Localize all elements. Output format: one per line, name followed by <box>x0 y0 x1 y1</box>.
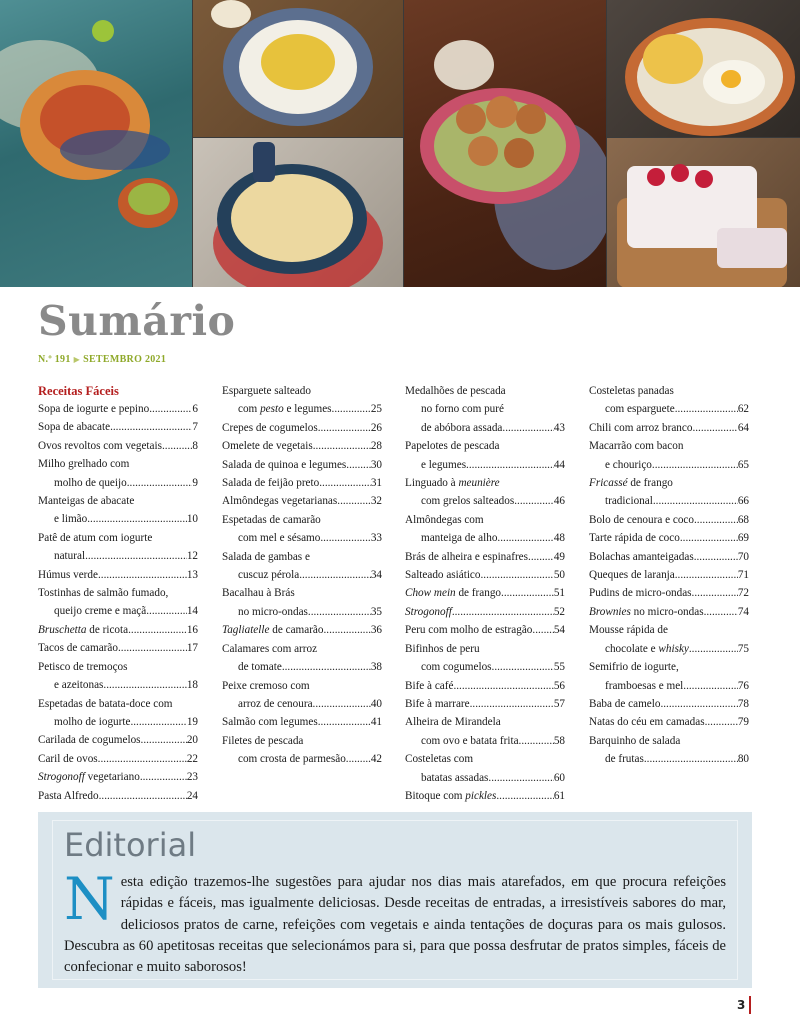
toc-entry <box>405 437 565 474</box>
dot-leader <box>141 731 187 749</box>
pasta-alfredo-photo <box>193 138 403 287</box>
toc-page-number: 55 <box>553 661 565 674</box>
toc-page-number: 43 <box>553 421 565 434</box>
toc-entry <box>38 529 198 566</box>
toc-entry <box>405 750 565 787</box>
ovos-revoltos-photo <box>193 0 403 137</box>
toc-entry-text: Salmão com legumes <box>222 716 318 729</box>
dot-leader <box>492 658 554 676</box>
toc-entry-text: natural <box>54 550 86 563</box>
toc-entry <box>222 474 382 492</box>
toc-entry-text: Linguado à meunière <box>405 477 500 490</box>
toc-entry-text: com ovo e batata frita <box>421 734 519 747</box>
issue-line <box>38 354 166 365</box>
toc-page-number: 20 <box>186 734 198 747</box>
toc-entry-text: Salada de feijão preto <box>222 477 320 490</box>
dot-leader <box>127 474 193 492</box>
toc-entry <box>222 713 382 731</box>
toc-entry <box>405 584 565 602</box>
dot-leader <box>146 602 187 620</box>
toc-entry-text: Omelete de vegetais <box>222 440 313 453</box>
toc-page-number: 33 <box>370 532 382 545</box>
toc-column-4 <box>589 382 749 769</box>
dot-leader <box>337 492 371 510</box>
toc-entry <box>589 566 749 584</box>
tacos-de-camarao-photo <box>0 0 192 287</box>
toc-entry <box>405 787 565 805</box>
dot-leader <box>87 510 187 528</box>
toc-entry-text: Bife à café <box>405 679 454 692</box>
dot-leader <box>320 529 370 547</box>
toc-page-number: 40 <box>370 697 382 710</box>
toc-entry <box>222 732 382 769</box>
dot-leader <box>318 713 371 731</box>
toc-page-number: 42 <box>370 753 382 766</box>
triangle-icon: ▶ <box>73 355 81 364</box>
dot-leader <box>514 492 554 510</box>
toc-page-number: 8 <box>192 439 198 452</box>
toc-entry-text: de abóbora assada <box>421 421 503 434</box>
dot-leader <box>282 658 371 676</box>
dot-leader <box>110 418 192 436</box>
toc-entry <box>589 658 749 695</box>
toc-entry-text: Fricassé de frango <box>589 477 673 490</box>
toc-entry-text: Carilada de cogumelos <box>38 734 141 747</box>
dot-leader <box>318 419 371 437</box>
dot-leader <box>683 677 738 695</box>
toc-entry <box>38 437 198 455</box>
toc-entry <box>405 566 565 584</box>
toc-entry <box>405 548 565 566</box>
toc-page-number: 26 <box>370 421 382 434</box>
toc-entry-text: Strogonoff vegetariano <box>38 771 140 784</box>
toc-entry <box>589 382 749 419</box>
toc-entry <box>589 603 749 621</box>
toc-entry-text: Milho grelhado com <box>38 458 130 471</box>
toc-page-number: 31 <box>370 477 382 490</box>
toc-entry <box>222 621 382 639</box>
toc-entry-text: framboesas e mel <box>605 679 684 692</box>
toc-page-number: 52 <box>553 605 565 618</box>
toc-entry-text: Bifinhos de peru <box>405 642 480 655</box>
bife-a-cafe-photo <box>607 0 800 137</box>
toc-entry-text: Salada de quinoa e legumes <box>222 458 347 471</box>
toc-entry-text: Semifrio de iogurte, <box>589 661 679 674</box>
toc-entry-text: Petisco de tremoços <box>38 660 128 673</box>
dot-leader <box>346 750 371 768</box>
toc-entry-text: Bacalhau à Brás <box>222 587 295 600</box>
toc-entry-text: de frutas <box>605 753 644 766</box>
dot-leader <box>532 621 553 639</box>
toc-page-number: 62 <box>737 403 749 416</box>
dot-leader <box>675 400 738 418</box>
toc-entry <box>405 621 565 639</box>
dot-leader <box>118 639 187 657</box>
toc-entry-text: no micro-ondas <box>238 605 308 618</box>
toc-page-number: 35 <box>370 605 382 618</box>
toc-entry-text: Bife à marrare <box>405 697 470 710</box>
toc-entry <box>38 455 198 492</box>
toc-entry <box>405 695 565 713</box>
toc-entry <box>38 695 198 732</box>
dot-leader <box>128 621 187 639</box>
page-number: 3 <box>737 998 746 1012</box>
toc-page-number: 65 <box>737 458 749 471</box>
toc-entry-text: Baba de camelo <box>589 697 661 710</box>
toc-entry <box>589 713 749 731</box>
editorial-body: esta edição trazemos-lhe sugestões para ajudar nos dias mais atarefados, em que procura refeições rápidas e fáceis, mas igualmente deliciosas. Desde receitas de entradas, a irresistíveis sabores do mar, deliciosos pratos de carne, refeições com vegetais e ainda tentações de doçuras para os mais gulosos. Descubra as 60 apetitosas receitas que selecionámos para si, para que possa desfrutar de pratos simples, fáceis de confecionar e muito saborosos! <box>64 874 726 976</box>
toc-page-number: 7 <box>192 421 198 434</box>
dot-leader <box>675 566 738 584</box>
dot-leader <box>299 566 371 584</box>
toc-entry-text: Manteigas de abacate <box>38 495 135 508</box>
toc-entry <box>38 658 198 695</box>
toc-entry <box>405 511 565 548</box>
dot-leader <box>496 787 553 805</box>
toc-page-number: 30 <box>370 458 382 471</box>
dot-leader <box>319 474 371 492</box>
dot-leader <box>162 437 192 455</box>
toc-page-number: 76 <box>737 679 749 692</box>
toc-page-number: 23 <box>186 771 198 784</box>
dot-leader <box>692 584 738 602</box>
toc-entry-text: Almôndegas com <box>405 513 484 526</box>
toc-entry-text: Patê de atum com iogurte <box>38 531 153 544</box>
dot-leader <box>324 621 371 639</box>
toc-column-2 <box>222 382 382 769</box>
toc-page-number: 17 <box>186 642 198 655</box>
toc-page-number: 61 <box>553 789 565 802</box>
toc-entry-text: Almôndegas vegetarianas <box>222 495 338 508</box>
toc-entry-text: Barquinho de salada <box>589 734 681 747</box>
page-title: Sumário <box>38 297 236 345</box>
toc-entry <box>222 584 382 621</box>
toc-entry <box>589 419 749 437</box>
dot-leader <box>519 732 554 750</box>
toc-entry-text: com cogumelos <box>421 661 492 674</box>
toc-entry-text: Peru com molho de estragão <box>405 624 533 637</box>
toc-entry-text: Brownies no micro-ondas <box>589 605 704 618</box>
toc-entry-text: Bitoque com pickles <box>405 789 497 802</box>
toc-entry <box>589 584 749 602</box>
toc-entry <box>222 511 382 548</box>
toc-entry-text: Strogonoff <box>405 605 452 618</box>
toc-entry-text: Costeletas panadas <box>589 385 674 397</box>
toc-entry-text: Alheira de Mirandela <box>405 716 501 729</box>
dot-leader <box>85 547 187 565</box>
toc-entry-text: com pesto e legumes <box>238 403 332 416</box>
toc-entry <box>589 621 749 658</box>
toc-entry-text: Papelotes de pescada <box>405 440 500 453</box>
toc-entry-text: Esparguete salteado <box>222 385 311 397</box>
toc-entry-text: com mel e sésamo <box>238 532 321 545</box>
toc-page-number: 28 <box>370 440 382 453</box>
toc-entry <box>222 419 382 437</box>
toc-page-number: 32 <box>370 495 382 508</box>
toc-entry-text: molho de iogurte <box>54 715 131 728</box>
toc-entry-text: Sopa de iogurte e pepino <box>38 403 150 415</box>
toc-page-number: 49 <box>553 550 565 563</box>
toc-page-number: 24 <box>186 789 198 802</box>
issue-date: SETEMBRO 2021 <box>83 354 167 365</box>
toc-page-number: 79 <box>737 716 749 729</box>
dot-leader <box>313 437 371 455</box>
dot-leader <box>466 456 554 474</box>
toc-entry <box>405 640 565 677</box>
toc-page-number: 38 <box>370 661 382 674</box>
toc-page-number: 69 <box>737 532 749 545</box>
toc-page-number: 57 <box>553 697 565 710</box>
toc-entry-text: Medalhões de pescada <box>405 385 506 397</box>
toc-entry-text: Caril de ovos <box>38 752 98 765</box>
dot-leader <box>644 750 738 768</box>
toc-entry-text: e legumes <box>421 458 467 471</box>
toc-entry <box>589 474 749 511</box>
editorial-title: Editorial <box>64 826 197 864</box>
dot-leader <box>694 548 738 566</box>
toc-column-1 <box>38 382 198 805</box>
dot-leader <box>652 456 738 474</box>
photo-collage <box>0 0 800 287</box>
toc-entry-text: batatas assadas <box>421 771 489 784</box>
dot-leader <box>694 511 738 529</box>
toc-entry-text: Tostinhas de salmão fumado, <box>38 587 169 600</box>
dot-leader <box>99 787 187 805</box>
dot-leader <box>346 456 371 474</box>
toc-entry <box>38 750 198 768</box>
toc-entry <box>589 511 749 529</box>
toc-entry-text: Mousse rápida de <box>589 624 668 637</box>
toc-page-number: 14 <box>186 605 198 618</box>
toc-entry-text: Bolo de cenoura e coco <box>589 513 694 526</box>
toc-entry <box>222 492 382 510</box>
toc-entry-text: molho de queijo <box>54 476 127 489</box>
toc-entry-text: arroz de cenoura <box>238 697 313 710</box>
section-heading: Receitas Fáceis <box>38 384 119 398</box>
toc-entry <box>405 677 565 695</box>
issue-number: N.º 191 <box>38 354 71 365</box>
toc-entry-text: Peixe cremoso com <box>222 679 310 692</box>
toc-entry-text: com grelos salteados <box>421 495 515 508</box>
toc-entry-text: Macarrão com bacon <box>589 440 684 453</box>
toc-entry <box>589 695 749 713</box>
toc-entry <box>38 639 198 657</box>
toc-entry <box>222 677 382 714</box>
toc-page-number: 51 <box>553 587 565 600</box>
toc-entry <box>38 621 198 639</box>
toc-page-number: 10 <box>186 513 198 526</box>
toc-entry-text: tradicional <box>605 495 653 508</box>
toc-page-number: 66 <box>737 495 749 508</box>
toc-entry <box>38 584 198 621</box>
toc-entry-text: com esparguete <box>605 403 675 416</box>
dot-leader <box>470 695 554 713</box>
dot-leader <box>680 529 738 547</box>
toc-entry-text: Tagliatelle de camarão <box>222 624 324 637</box>
dot-leader <box>660 695 737 713</box>
dot-leader <box>488 769 553 787</box>
toc-entry-text: Salada de gambas e <box>222 550 310 563</box>
toc-entry-text: e limão <box>54 513 88 526</box>
toc-page-number: 34 <box>370 569 382 582</box>
toc-page-number: 41 <box>370 716 382 729</box>
toc-entry-text: Bruschetta de ricota <box>38 623 129 636</box>
toc-entry <box>222 437 382 455</box>
toc-entry-text: Pudins de micro-ondas <box>589 587 692 600</box>
toc-entry-text: Calamares com arroz <box>222 642 318 655</box>
toc-page-number: 16 <box>186 623 198 636</box>
toc-entry-text: Filetes de pescada <box>222 734 304 747</box>
dot-leader <box>704 603 738 621</box>
toc-entry <box>405 382 565 437</box>
dot-leader <box>98 566 187 584</box>
toc-entry <box>38 566 198 584</box>
toc-entry-text: Espetadas de batata-doce com <box>38 697 173 710</box>
toc-entry-text: chocolate e whisky <box>605 642 689 655</box>
toc-entry <box>405 603 565 621</box>
toc-entry-text: cuscuz pérola <box>238 569 300 582</box>
editorial-text <box>64 865 726 978</box>
toc-entry-text: queijo creme e maçã <box>54 605 147 618</box>
dot-leader <box>528 548 554 566</box>
toc-entry-text: Salteado asiático <box>405 569 481 582</box>
toc-entry-text: Chili com arroz branco <box>589 421 693 434</box>
toc-entry-text: Espetadas de camarão <box>222 513 321 526</box>
toc-page-number: 68 <box>737 513 749 526</box>
toc-entry-text: Natas do céu em camadas <box>589 716 705 729</box>
drop-cap: N <box>64 865 115 933</box>
toc-entry-text: com crosta de parmesão <box>238 753 346 766</box>
toc-page-number: 72 <box>737 587 749 600</box>
toc-page-number: 64 <box>737 421 749 434</box>
toc-entry-text: Sopa de abacate <box>38 421 111 434</box>
toc-entry <box>38 768 198 786</box>
toc-entry <box>589 529 749 547</box>
toc-page-number: 60 <box>553 771 565 784</box>
dot-leader <box>313 695 371 713</box>
toc-page-number: 6 <box>192 403 198 415</box>
toc-page-number: 75 <box>737 642 749 655</box>
toc-entry-text: e chouriço <box>605 458 652 471</box>
toc-page-number: 74 <box>737 605 749 618</box>
dot-leader <box>452 603 554 621</box>
toc-page-number: 54 <box>553 624 565 637</box>
toc-page-number: 48 <box>553 532 565 545</box>
dot-leader <box>689 640 738 658</box>
toc-page-number: 12 <box>186 550 198 563</box>
toc-entry-text: Chow mein de frango <box>405 587 502 600</box>
dot-leader <box>453 677 553 695</box>
toc-entry <box>222 640 382 677</box>
dot-leader <box>497 529 553 547</box>
toc-entry <box>589 732 749 769</box>
toc-entry-text: de tomate <box>238 661 282 674</box>
toc-entry <box>38 787 198 805</box>
toc-entry-text: Brás de alheira e espinafres <box>405 550 529 563</box>
toc-page-number: 56 <box>553 679 565 692</box>
toc-page-number: 18 <box>186 679 198 692</box>
semifrio-photo <box>607 138 800 287</box>
toc-column-3 <box>405 382 565 805</box>
dot-leader <box>332 400 371 418</box>
toc-page-number: 22 <box>186 752 198 765</box>
toc-page-number: 25 <box>370 403 382 416</box>
dot-leader <box>653 492 738 510</box>
toc-entry-text: Tacos de camarão <box>38 642 118 655</box>
toc-entry <box>222 456 382 474</box>
dot-leader <box>130 713 186 731</box>
dot-leader <box>705 713 738 731</box>
toc-entry-text: Queques de laranja <box>589 569 675 582</box>
toc-entry-text: Tarte rápida de coco <box>589 532 680 545</box>
dot-leader <box>140 768 187 786</box>
toc-entry <box>405 713 565 750</box>
toc-entry <box>38 418 198 436</box>
toc-entry <box>38 731 198 749</box>
dot-leader <box>308 603 371 621</box>
toc-page-number: 71 <box>737 569 749 582</box>
toc-page-number: 70 <box>737 550 749 563</box>
dot-leader <box>502 419 553 437</box>
toc-page-number: 80 <box>737 753 749 766</box>
toc-page-number: 78 <box>737 697 749 710</box>
toc-entry-text: no forno com puré <box>421 403 504 416</box>
dot-leader <box>501 584 554 602</box>
toc-entry-text: Ovos revoltos com vegetais <box>38 439 162 452</box>
toc-entry <box>405 474 565 511</box>
toc-page-number: 44 <box>553 458 565 471</box>
dot-leader <box>149 400 192 418</box>
toc-entry-text: Costeletas com <box>405 753 474 766</box>
toc-entry-text: Húmus verde <box>38 568 98 581</box>
toc-entry-text: manteiga de alho <box>421 532 498 545</box>
toc-entry-text: Bolachas amanteigadas <box>589 550 694 563</box>
toc-entry-text: Pasta Alfredo <box>38 789 99 802</box>
toc-entry <box>589 548 749 566</box>
toc-page-number: 9 <box>192 476 198 489</box>
dot-leader <box>481 566 554 584</box>
dot-leader <box>692 419 737 437</box>
toc-entry <box>38 492 198 529</box>
toc-entry <box>38 400 198 418</box>
toc-entry <box>222 382 382 419</box>
toc-page-number: 50 <box>553 569 565 582</box>
dot-leader <box>98 750 187 768</box>
toc-page-number: 13 <box>186 568 198 581</box>
dot-leader <box>103 676 186 694</box>
toc-page-number: 58 <box>553 734 565 747</box>
toc-page-number: 36 <box>370 624 382 637</box>
toc-entry-text: Crepes de cogumelos <box>222 421 318 434</box>
toc-entry-text: e azeitonas <box>54 679 104 692</box>
page-marker <box>749 996 751 1014</box>
toc-entry <box>222 548 382 585</box>
almondegas-photo <box>404 0 606 287</box>
toc-page-number: 46 <box>553 495 565 508</box>
toc-entry <box>589 437 749 474</box>
toc-page-number: 19 <box>186 715 198 728</box>
